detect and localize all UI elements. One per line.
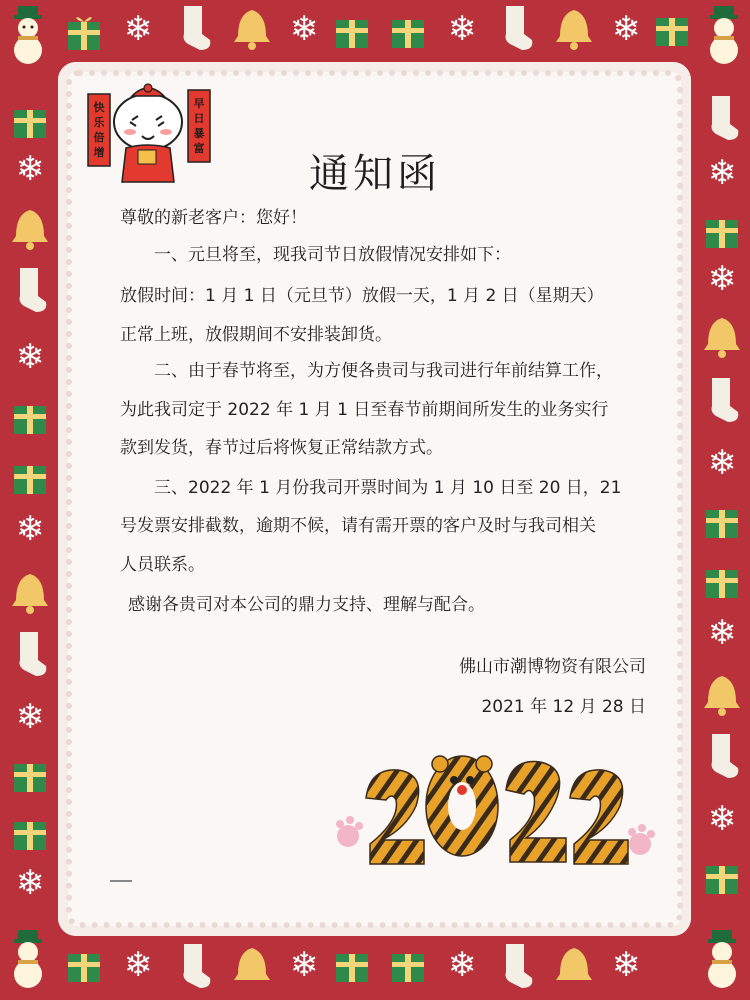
gift-icon [62,944,106,988]
stocking-icon [700,378,744,422]
snowflake-icon: ❄ [707,613,737,653]
paragraph-line: 人员联系。 [120,555,205,575]
stocking-icon [172,944,216,988]
gift-icon [386,944,430,988]
snowman-icon [702,6,746,50]
divider-mark [110,880,132,882]
paragraph-line: 正常上班，放假期间不安排装卸货。 [120,325,392,345]
gift-icon [700,560,744,604]
company-signature: 佛山市潮博物资有限公司 [459,657,646,677]
gift-icon [62,12,106,56]
bell-icon [8,206,52,250]
paragraph-line: 放假时间：1 月 1 日（元旦节）放假一天，1 月 2 日（星期天） [120,286,604,306]
snowflake-icon: ❄ [15,863,45,903]
paragraph-line: 号发票安排截数，逾期不候，请有需开票的客户及时与我司相关 [120,516,596,536]
stocking-icon [8,268,52,312]
gift-icon [700,210,744,254]
snowflake-icon: ❄ [123,945,153,985]
bell-icon [552,6,596,50]
paragraph-line: 一、元旦将至，现我司节日放假情况安排如下： [154,245,511,265]
paragraph-line: 为此我司定于 2022 年 1 月 1 日至春节前期间所发生的业务实行 [120,400,609,420]
banner-right-text: 早日暴富 [193,97,205,155]
snowflake-icon: ❄ [289,9,319,49]
banner-left-text: 快乐倍增 [93,101,105,159]
bell-icon [552,944,596,988]
snowflake-icon: ❄ [447,9,477,49]
gift-icon [330,10,374,54]
bell-icon [230,6,274,50]
paragraph-line: 三、2022 年 1 月份我司开票时间为 1 月 10 日至 20 日，21 [154,478,622,498]
page-title: 通知函 [309,151,441,197]
snowflake-icon: ❄ [707,153,737,193]
snowflake-icon: ❄ [123,9,153,49]
gift-icon [700,500,744,544]
gift-icon [330,944,374,988]
gift-icon [700,856,744,900]
bell-icon [700,314,744,358]
paragraph-line: 二、由于春节将至，为方便各贵司与我司进行年前结算工作， [154,361,613,381]
paragraph-line: 感谢各贵司对本公司的鼎力支持、理解与配合。 [128,595,485,615]
snowflake-icon: ❄ [289,945,319,985]
gift-icon [8,754,52,798]
snowflake-icon: ❄ [611,9,641,49]
bell-icon [8,570,52,614]
gift-icon [8,100,52,144]
snowflake-icon: ❄ [707,799,737,839]
gift-icon [8,456,52,500]
paragraph-line: 款到发货，春节过后将恢复正常结款方式。 [120,438,443,458]
snowflake-icon: ❄ [15,697,45,737]
bell-icon [230,944,274,988]
bell-icon [700,672,744,716]
snowflake-icon: ❄ [15,509,45,549]
snowman-icon [6,930,50,974]
snowflake-icon: ❄ [611,945,641,985]
tiger-2022-icon [330,740,660,875]
snowman-icon [6,6,50,50]
stocking-icon [700,734,744,778]
stocking-icon [700,96,744,140]
greeting-line: 尊敬的新老客户：您好！ [120,208,307,228]
gift-icon [650,8,694,52]
snowman-icon [700,930,744,974]
gift-icon [8,812,52,856]
stocking-icon [494,6,538,50]
gift-icon [386,10,430,54]
snowflake-icon: ❄ [707,259,737,299]
stocking-icon [172,6,216,50]
notice-date: 2021 年 12 月 28 日 [481,697,646,717]
gift-icon [8,396,52,440]
snowflake-icon: ❄ [15,337,45,377]
stocking-icon [8,632,52,676]
snowflake-icon: ❄ [447,945,477,985]
stocking-icon [494,944,538,988]
year-2022-art [330,740,660,875]
snowflake-icon: ❄ [15,149,45,189]
snowflake-icon: ❄ [707,443,737,483]
